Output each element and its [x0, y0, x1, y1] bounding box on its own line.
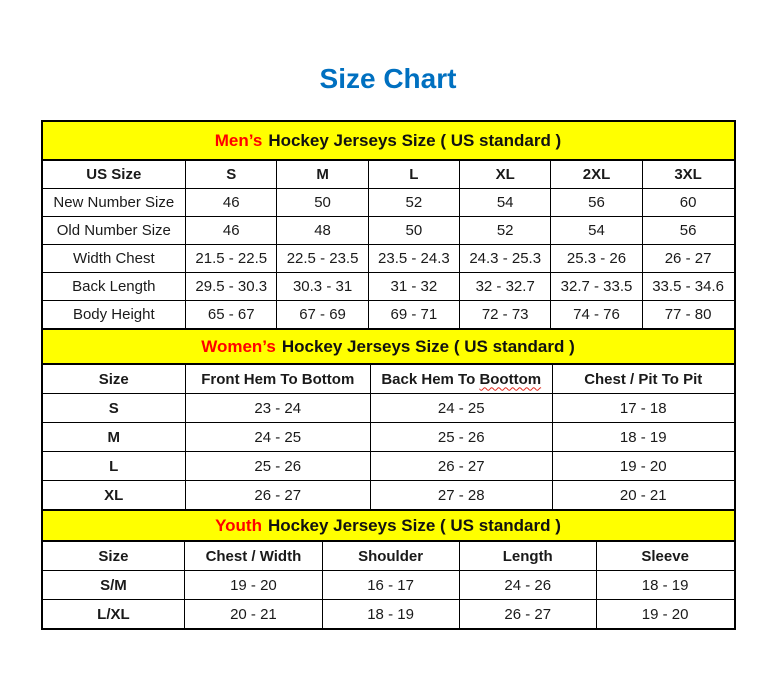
table-row	[43, 571, 734, 600]
youth-section-title	[43, 509, 734, 542]
size-cell: 20 - 21	[185, 600, 322, 629]
size-cell: 20 - 21	[552, 481, 733, 510]
size-cell: 32 - 32.7	[460, 273, 551, 301]
size-cell: 25 - 26	[186, 452, 370, 481]
size-cell: 31 - 32	[368, 273, 459, 301]
size-cell: 26 - 27	[370, 452, 552, 481]
womens-section-title	[43, 328, 734, 365]
size-cell: 54	[460, 189, 551, 217]
table-row	[43, 423, 734, 452]
size-cell: 27 - 28	[370, 481, 552, 510]
column-header: Size	[43, 365, 186, 394]
column-header: L	[368, 161, 459, 189]
mens-size-table	[43, 161, 734, 328]
size-cell: 54	[551, 217, 642, 245]
table-row	[43, 189, 734, 217]
size-cell: 25 - 26	[370, 423, 552, 452]
column-header: XL	[460, 161, 551, 189]
column-header: M	[277, 161, 368, 189]
size-cell: 56	[642, 217, 733, 245]
size-cell: 60	[642, 189, 733, 217]
size-cell: 46	[186, 217, 277, 245]
row-label: XL	[43, 481, 186, 510]
table-header-row	[43, 542, 734, 571]
column-header: US Size	[43, 161, 186, 189]
mens-section-title	[43, 122, 734, 161]
womens-section-title-accent: Women’s	[201, 336, 276, 356]
size-cell: 18 - 19	[552, 423, 733, 452]
table-row	[43, 273, 734, 301]
column-header: 3XL	[642, 161, 733, 189]
row-label: S/M	[43, 571, 185, 600]
size-cell: 56	[551, 189, 642, 217]
size-cell: 19 - 20	[185, 571, 322, 600]
size-cell: 69 - 71	[368, 301, 459, 329]
row-label: Width Chest	[43, 245, 186, 273]
size-cell: 29.5 - 30.3	[186, 273, 277, 301]
table-row	[43, 394, 734, 423]
size-cell: 67 - 69	[277, 301, 368, 329]
youth-section-title-accent: Youth	[215, 515, 262, 535]
size-cell: 19 - 20	[552, 452, 733, 481]
size-cell: 50	[277, 189, 368, 217]
column-header: Sleeve	[596, 542, 733, 571]
size-cell: 23.5 - 24.3	[368, 245, 459, 273]
size-cell: 52	[460, 217, 551, 245]
youth-size-table	[43, 542, 734, 628]
size-cell: 30.3 - 31	[277, 273, 368, 301]
table-header-row	[43, 365, 734, 394]
womens-size-table	[43, 365, 734, 509]
youth-section-title-rest: Hockey Jerseys Size ( US standard )	[267, 515, 561, 535]
table-row	[43, 245, 734, 273]
size-cell: 50	[368, 217, 459, 245]
size-cell: 18 - 19	[322, 600, 459, 629]
column-header: Front Hem To Bottom	[186, 365, 370, 394]
table-header-row	[43, 161, 734, 189]
size-cell: 33.5 - 34.6	[642, 273, 733, 301]
mens-section-title-accent: Men’s	[214, 130, 263, 150]
column-header: S	[186, 161, 277, 189]
size-cell: 23 - 24	[186, 394, 370, 423]
size-cell: 26 - 27	[642, 245, 733, 273]
size-cell: 17 - 18	[552, 394, 733, 423]
size-cell: 26 - 27	[186, 481, 370, 510]
column-header: 2XL	[551, 161, 642, 189]
row-label: New Number Size	[43, 189, 186, 217]
size-cell: 22.5 - 23.5	[277, 245, 368, 273]
table-row	[43, 452, 734, 481]
column-header: Chest / Width	[185, 542, 322, 571]
column-header: Back Hem To Boottom	[370, 365, 552, 394]
column-header: Chest / Pit To Pit	[552, 365, 733, 394]
table-row	[43, 217, 734, 245]
size-cell: 65 - 67	[186, 301, 277, 329]
womens-section-title-rest: Hockey Jerseys Size ( US standard )	[281, 336, 575, 356]
size-cell: 25.3 - 26	[551, 245, 642, 273]
row-label: M	[43, 423, 186, 452]
misspelled-word: Boottom	[479, 370, 542, 388]
size-cell: 74 - 76	[551, 301, 642, 329]
row-label: L/XL	[43, 600, 185, 629]
size-cell: 48	[277, 217, 368, 245]
row-label: Body Height	[43, 301, 186, 329]
size-cell: 19 - 20	[596, 600, 733, 629]
size-cell: 24 - 25	[186, 423, 370, 452]
size-cell: 52	[368, 189, 459, 217]
column-header: Size	[43, 542, 185, 571]
size-cell: 18 - 19	[596, 571, 733, 600]
size-cell: 32.7 - 33.5	[551, 273, 642, 301]
size-cell: 24.3 - 25.3	[460, 245, 551, 273]
size-cell: 24 - 25	[370, 394, 552, 423]
column-header: Shoulder	[322, 542, 459, 571]
table-row	[43, 481, 734, 510]
row-label: Old Number Size	[43, 217, 186, 245]
size-cell: 72 - 73	[460, 301, 551, 329]
row-label: Back Length	[43, 273, 186, 301]
size-cell: 21.5 - 22.5	[186, 245, 277, 273]
column-header: Length	[459, 542, 596, 571]
size-cell: 77 - 80	[642, 301, 733, 329]
size-cell: 16 - 17	[322, 571, 459, 600]
table-row	[43, 600, 734, 629]
row-label: S	[43, 394, 186, 423]
size-chart-container	[41, 120, 736, 630]
row-label: L	[43, 452, 186, 481]
page-title: Size Chart	[319, 63, 457, 94]
size-cell: 46	[186, 189, 277, 217]
mens-section-title-rest: Hockey Jerseys Size ( US standard )	[268, 130, 562, 150]
size-cell: 24 - 26	[459, 571, 596, 600]
table-row	[43, 301, 734, 329]
size-cell: 26 - 27	[459, 600, 596, 629]
